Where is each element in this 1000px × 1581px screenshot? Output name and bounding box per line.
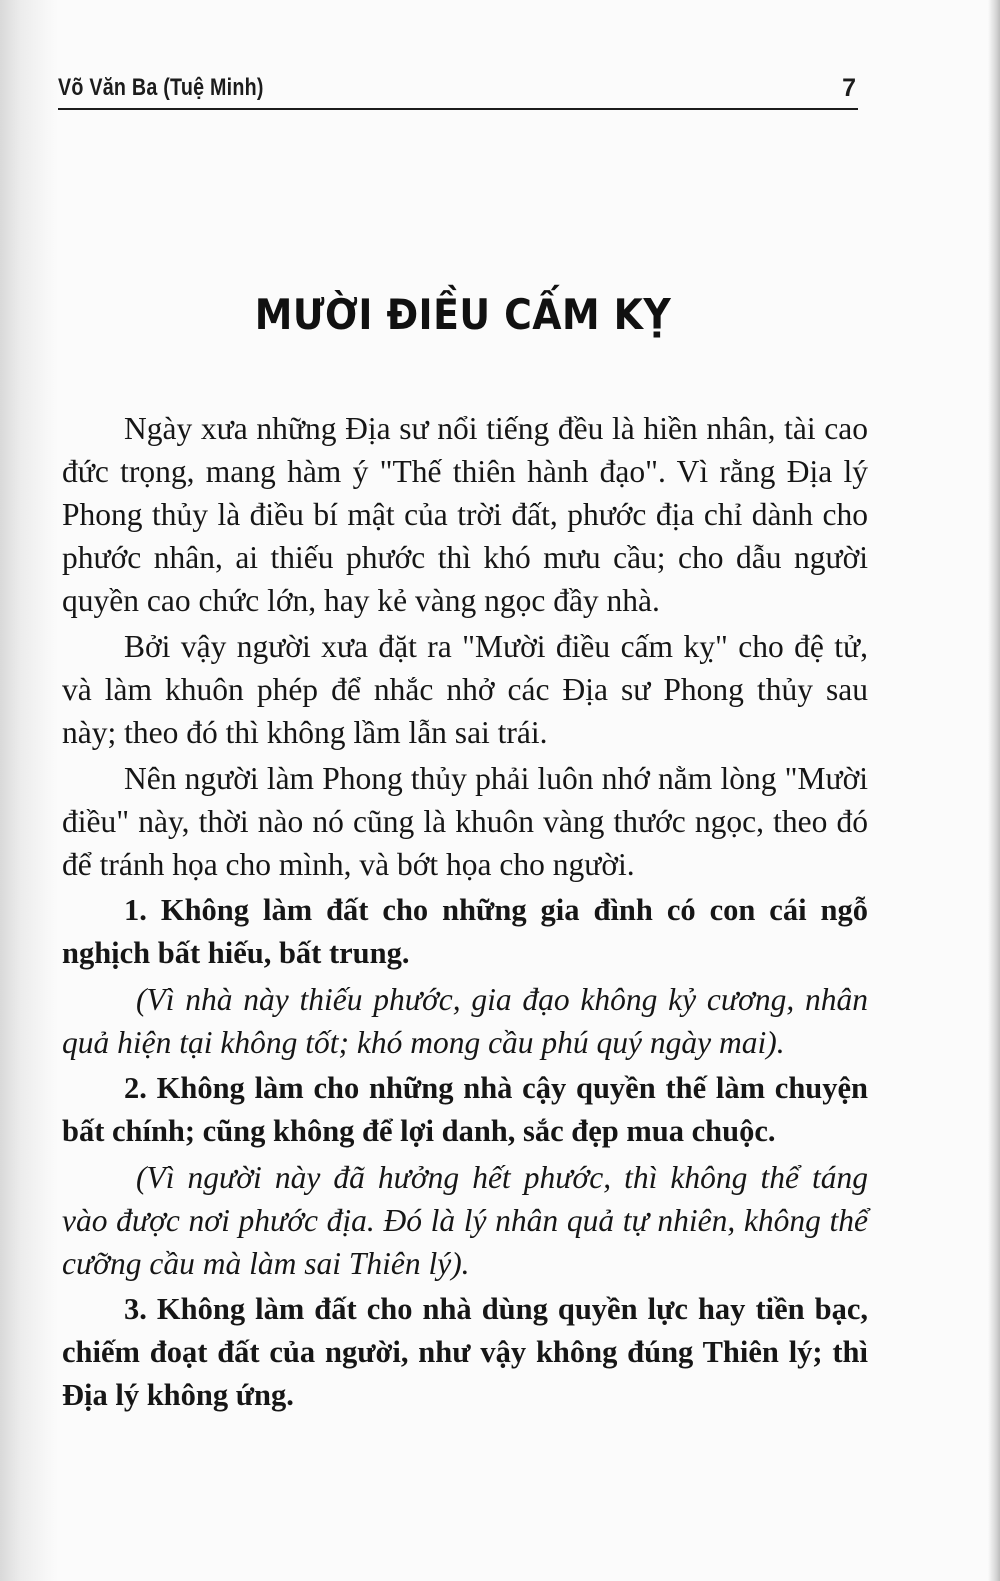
body-text bbox=[62, 407, 868, 1420]
running-header bbox=[58, 74, 858, 110]
page-number: 7 bbox=[842, 74, 856, 102]
paragraph: Nên người làm Phong thủy phải luôn nhớ nằm lòng "Mười điều" này, thời nào nó cũng là khuôn vàng thước ngọc, theo đó để tránh họa cho mình, và bớt họa cho người. bbox=[62, 761, 868, 882]
rule-explanation-1: (Vì nhà này thiếu phước, gia đạo không kỷ cương, nhân quả hiện tại không tốt; khó mong cầu phú quý ngày mai). bbox=[62, 982, 868, 1060]
rule-explanation-2: (Vì người này đã hưởng hết phước, thì không thể táng vào được nơi phước địa. Đó là lý nhân quả tự nhiên, không thể cưỡng cầu mà làm sai Thiên lý). bbox=[62, 1160, 868, 1281]
rule-item-2: 2. Không làm cho những nhà cậy quyền thế làm chuyện bất chính; cũng không để lợi danh, sắc đẹp mua chuộc. bbox=[62, 1071, 868, 1148]
rule-item-3: 3. Không làm đất cho nhà dùng quyền lực hay tiền bạc, chiếm đoạt đất của người, như vậy không đúng Thiên lý; thì Địa lý không ứng. bbox=[62, 1292, 868, 1412]
rule-item-1: 1. Không làm đất cho những gia đình có con cái ngỗ nghịch bất hiếu, bất trung. bbox=[62, 893, 868, 970]
header-rule bbox=[58, 108, 858, 110]
paragraph: Ngày xưa những Địa sư nổi tiếng đều là hiền nhân, tài cao đức trọng, mang hàm ý "Thế thiên hành đạo". Vì rằng Địa lý Phong thủy là điều bí mật của trời đất, phước địa chỉ dành cho phước nhân, ai thiếu phước thì khó mưu cầu; cho dẫu người quyền cao chức lớn, hay kẻ vàng ngọc đầy nhà. bbox=[62, 411, 868, 618]
header-author: Võ Văn Ba (Tuệ Minh) bbox=[58, 74, 264, 101]
paragraph: Bởi vậy người xưa đặt ra "Mười điều cấm kỵ" cho đệ tử, và làm khuôn phép để nhắc nhở các Địa sư Phong thủy sau này; theo đó thì không lầm lẫn sai trái. bbox=[62, 629, 868, 750]
page-gutter-shadow bbox=[0, 0, 58, 1581]
page-edge-shadow bbox=[988, 0, 1000, 1581]
chapter-title: MƯỜI ĐIỀU CẤM KỴ bbox=[254, 290, 672, 339]
